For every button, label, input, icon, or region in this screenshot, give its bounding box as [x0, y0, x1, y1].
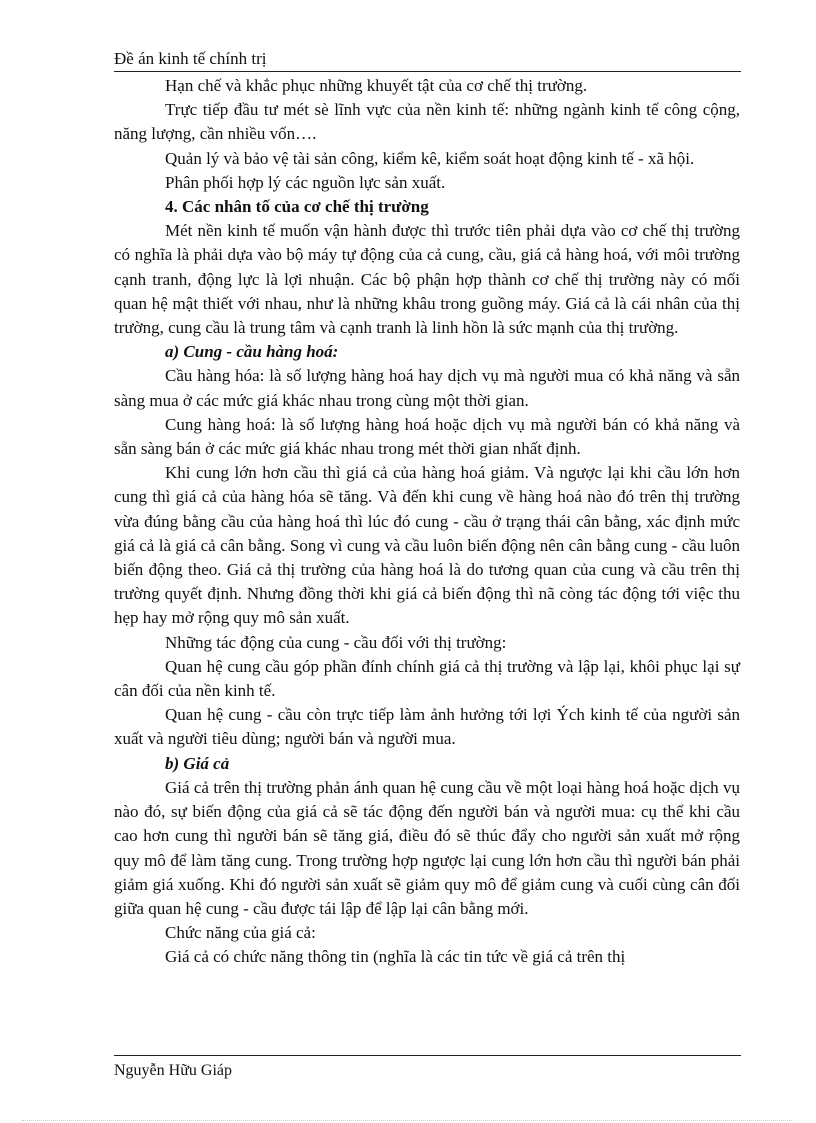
paragraph: Hạn chế và khắc phục những khuyết tật của cơ chế thị trường.: [165, 76, 588, 95]
page-header-title: Đề án kinh tế chính trị: [114, 49, 267, 68]
subsection-heading: a) Cung - cầu hàng hoá:: [165, 342, 339, 362]
section-heading: 4. Các nhân tố của cơ chế thị trường: [165, 197, 429, 217]
header-divider: [114, 71, 741, 72]
paragraph: Quan hệ cung - cầu còn trực tiếp làm ảnh hưởng tới lợi Ých kinh tế của người sản xuất và người tiêu dùng; người bán và người mua.: [114, 705, 740, 749]
subsection-heading: b) Giá cả: [165, 753, 230, 773]
paragraph: Mét nền kinh tế muốn vận hành được thì trước tiên phải dựa vào cơ chế thị trường có nghĩa là phải dựa vào bộ máy tự động của cả cung, cầu, giá cả hàng hoá, với môi trường cạnh tranh, động lực là lợi nhuận. Các bộ phận hợp thành cơ chế thị trường này có mối quan hệ mật thiết với nhau, như là những khâu trong guồng máy. Giá cả là cái nhân của thị trường, cung cầu là trung tâm và cạnh tranh là linh hồn là sức mạnh của thị trường.: [114, 221, 740, 338]
page-bottom-edge: [22, 1120, 792, 1121]
paragraph: Khi cung lớn hơn cầu thì giá cả của hàng hoá giảm. Và ngược lại khi cầu lớn hơn cung thì giá cả của hàng hóa sẽ tăng. Và đến khi cung về hàng hoá nào đó trên thị trường vừa đúng bằng cầu của hàng hoá thì lúc đó cung - cầu ở trạng thái cân bằng, xác định mức giá cả là giá cả cân bằng. Song vì cung và cầu luôn biến động nên cân bằng cung - cầu luôn biến động theo. Giá cả thị trường của hàng hoá là do tương quan của cung và cầu trên thị trường quyết định. Nhưng đồng thời khi giá cả biến động thì nã còng tác động tới việc thu hẹp hay mở rộng quy mô sản xuất.: [114, 463, 740, 628]
paragraph: Cung hàng hoá: là số lượng hàng hoá hoặc dịch vụ mà người bán có khả năng và sẵn sàng bán ở các mức giá khác nhau trong mét thời gian nhất định.: [114, 414, 740, 459]
paragraph: Những tác động của cung - cầu đối với thị trường:: [165, 632, 507, 652]
paragraph: Giá cả trên thị trường phản ánh quan hệ cung cầu về một loại hàng hoá hoặc dịch vụ nào đó, sự biến động của giá cả sẽ tác động đến người bán và người mua: cụ thể khi cầu cao hơn cung thì người bán sẽ tăng giá, điều đó sẽ thúc đẩy cho người sản xuất mở rộng quy mô để làm tăng cung. Trong trường hợp ngược lại cung lớn hơn cầu thì người bán phải giảm giá xuống. Khi đó người sản xuất sẽ giảm quy mô để giảm cung và cuối cùng cân đối giữa quan hệ cung - cầu được tái lập để lập lại cân bằng mới.: [114, 777, 740, 918]
paragraph: Quan hệ cung cầu góp phần đính chính giá cả thị trường và lập lại, khôi phục lại sự cân đối của nền kinh tế.: [114, 656, 740, 701]
paragraph: Chức năng của giá cả:: [165, 923, 316, 943]
footer-divider: [114, 1055, 741, 1056]
paragraph: Trực tiếp đầu tư mét sè lĩnh vực của nền kinh tế: những ngành kinh tế công cộng, năng lượng, cần nhiều vốn….: [114, 100, 740, 144]
paragraph: Quản lý và bảo vệ tài sản công, kiểm kê, kiểm soát hoạt động kinh tế - xã hội.: [165, 148, 695, 168]
paragraph: Giá cả có chức năng thông tin (nghĩa là các tin tức về giá cả trên thị: [165, 947, 626, 967]
paragraph: Phân phối hợp lý các nguồn lực sản xuất.: [165, 172, 446, 192]
paragraph: Cầu hàng hóa: là số lượng hàng hoá hay dịch vụ mà người mua có khả năng và sẵn sàng mua ở các mức giá khác nhau trong cùng một thời gian.: [114, 366, 740, 410]
document-body: [114, 74, 740, 970]
footer-author: Nguyễn Hữu Giáp: [114, 1062, 232, 1079]
